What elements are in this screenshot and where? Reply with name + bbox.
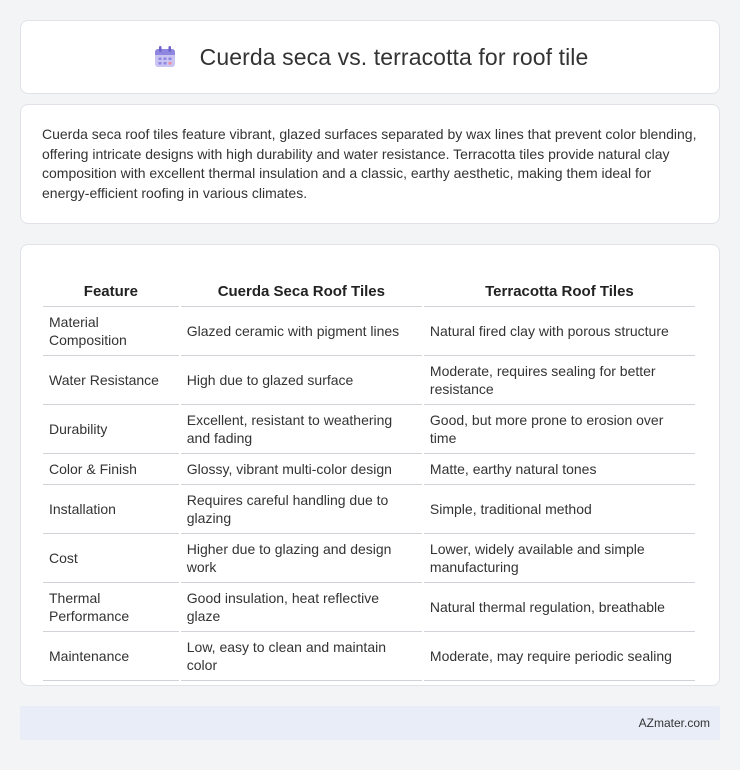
terracotta-cell: Lower, widely available and simple manufacturing <box>424 534 695 583</box>
footer-brand: AZmater.com <box>638 716 710 730</box>
table-header-row <box>43 265 695 307</box>
column-header-cuerda-seca: Cuerda Seca Roof Tiles <box>181 265 422 307</box>
table-row <box>43 583 695 632</box>
cuerda-seca-cell: Glazed ceramic with pigment lines <box>181 307 422 356</box>
intro-card <box>20 104 720 224</box>
feature-cell: Installation <box>43 485 179 534</box>
table-row <box>43 405 695 454</box>
terracotta-cell: Good, but more prone to erosion over time <box>424 405 695 454</box>
table-row <box>43 356 695 405</box>
terracotta-cell: Natural fired clay with porous structure <box>424 307 695 356</box>
cuerda-seca-cell: Excellent, resistant to weathering and fading <box>181 405 422 454</box>
cuerda-seca-cell: Good insulation, heat reflective glaze <box>181 583 422 632</box>
table-row <box>43 632 695 681</box>
cuerda-seca-cell: Low, easy to clean and maintain color <box>181 632 422 681</box>
terracotta-cell: Simple, traditional method <box>424 485 695 534</box>
terracotta-cell: Moderate, requires sealing for better resistance <box>424 356 695 405</box>
column-header-terracotta: Terracotta Roof Tiles <box>424 265 695 307</box>
feature-cell: Durability <box>43 405 179 454</box>
calendar-icon <box>152 44 178 70</box>
comparison-table <box>41 265 697 681</box>
table-row <box>43 534 695 583</box>
table-row <box>43 485 695 534</box>
terracotta-cell: Matte, earthy natural tones <box>424 454 695 485</box>
cuerda-seca-cell: Glossy, vibrant multi-color design <box>181 454 422 485</box>
title-card <box>20 20 720 94</box>
terracotta-cell: Natural thermal regulation, breathable <box>424 583 695 632</box>
cuerda-seca-cell: Higher due to glazing and design work <box>181 534 422 583</box>
footer <box>20 706 720 740</box>
cuerda-seca-cell: High due to glazed surface <box>181 356 422 405</box>
intro-text: Cuerda seca roof tiles feature vibrant, glazed surfaces separated by wax lines that prevent color blending, offering intricate designs with high durability and water resistance. Terracotta tiles provide natural clay composition with excellent thermal insulation and a classic, earthy aesthetic, making them ideal for energy-efficient roofing in various climates. <box>42 126 697 201</box>
feature-cell: Material Composition <box>43 307 179 356</box>
cuerda-seca-cell: Requires careful handling due to glazing <box>181 485 422 534</box>
comparison-card <box>20 244 720 686</box>
feature-cell: Color & Finish <box>43 454 179 485</box>
feature-cell: Thermal Performance <box>43 583 179 632</box>
feature-cell: Cost <box>43 534 179 583</box>
feature-cell: Maintenance <box>43 632 179 681</box>
feature-cell: Water Resistance <box>43 356 179 405</box>
terracotta-cell: Moderate, may require periodic sealing <box>424 632 695 681</box>
column-header-feature: Feature <box>43 265 179 307</box>
page-title: Cuerda seca vs. terracotta for roof tile <box>199 43 589 70</box>
table-row <box>43 307 695 356</box>
table-row <box>43 454 695 485</box>
